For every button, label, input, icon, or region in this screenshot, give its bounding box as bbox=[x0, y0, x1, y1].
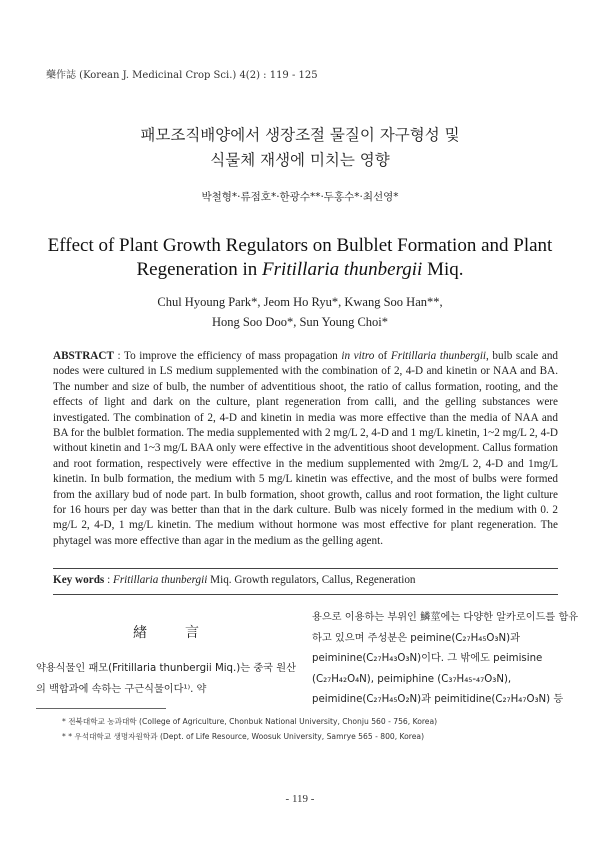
journal-header: 藥作誌 (Korean J. Medicinal Crop Sci.) 4(2) : 119 - 125 bbox=[46, 70, 318, 81]
keywords-label: Key words bbox=[53, 574, 105, 586]
korean-title-line-2: 식물체 재생에 미치는 영향 bbox=[210, 151, 390, 169]
abstract-italic-1: in vitro bbox=[341, 350, 375, 362]
abstract-label: ABSTRACT bbox=[53, 350, 114, 362]
english-title-line-1: Effect of Plant Growth Regulators on Bulblet Formation and Plant bbox=[47, 235, 553, 256]
english-title-species: Fritillaria thunbergii bbox=[262, 259, 423, 280]
abstract-text-3: , bulb scale and nodes were cultured in LS medium supplemented with the combination of 2, 4-D and kinetin or NAA and BA. The number and size of bulb, the number of adventitious shoot, the ratio of callus formation, rooting, and the effects of light and dark on the culture, plant regeneration from calli, and the gelling substances were investigated. The combination of 2, 4-D and kinetin in media was more effective than the media of NAA and BA for the bulblet formation. The media supplemented with 2 mg/L 2, 4-D and 1 mg/L kinetin, 1~2 mg/L 2, 4-D without kinetin and 1~3 mg/L BAA only were effective in the adventitious shoot development. Callus formation and root formation, respectively were effective in the medium supplemented with 2mg/L 2, 4-D and 1mg/L kinetin. In bulb formation, the medium with 5 mg/L kinetin was effective, and the most of bulbs were formed from the axillary bud of node part. In bulb formation, shoot growth, callus and root formation, the light culture for 16 hours per day was better than that in the dark culture. Bulb was nicely formed in the medium with 0. 2 mg/L 2, 4-D, 1 mg/L kinetin. The medium without hormone was most effective for plant regeneration. The phytagel was more effective than agar in the medium as the gelling agent. bbox=[53, 350, 559, 547]
korean-title-line-1: 패모조직배양에서 생장조절 물질이 자구형성 및 bbox=[140, 126, 460, 144]
page-number: - 119 - bbox=[285, 793, 315, 805]
section-heading-introduction: 緖言 bbox=[133, 625, 237, 641]
abstract bbox=[53, 349, 558, 549]
footnote-1: * 전북대학교 농과대학 (College of Agriculture, Chonbuk National University, Chonju 560 - 756, Korea) bbox=[62, 717, 438, 726]
body-right-column: 용으로 이용하는 부위인 鱗莖에는 다양한 알카로이드를 함유하고 있으며 주성분은 peimine(C₂₇H₄₅O₃N)과 peiminine(C₂₇H₄₃O₃N)이다. 그 밖에도 peimisine (C₂₇H₄₂O₄N), peimiphine (C₃₇H₄₅-₄₇O₃N), peimidine(C₂₇H₄₅O₂N)과 peimitidine(C₂₇H₄₇O₃N) 등 bbox=[312, 612, 579, 705]
english-title-line-2 bbox=[0, 258, 600, 282]
abstract-text-1: : To improve the efficiency of mass propagation bbox=[113, 350, 342, 362]
footnote-2: * * 우석대학교 생명자원학과 (Dept. of Life Resource, Woosuk University, Samrye 565 - 800, Korea) bbox=[62, 732, 425, 741]
keywords-separator: : bbox=[104, 574, 113, 586]
keywords-rest: Miq. Growth regulators, Callus, Regeneration bbox=[207, 574, 416, 586]
abstract-italic-2: Fritillaria thunbergii bbox=[390, 350, 487, 362]
korean-authors: 박철형*·류점호*·한광수**·두홍수*·최선영* bbox=[201, 191, 399, 203]
keywords-bottom-rule bbox=[53, 594, 558, 595]
keywords-top-rule bbox=[53, 568, 558, 569]
english-authors-line-2: Hong Soo Doo*, Sun Young Choi* bbox=[211, 315, 389, 329]
body-left-column: 약용식물인 패모(Fritillaria thunbergii Miq.)는 중국 원산의 백합과에 속하는 구근식물이다¹⁾. 약 bbox=[36, 663, 296, 695]
english-authors-line-1: Chul Hyoung Park*, Jeom Ho Ryu*, Kwang Soo Han**, bbox=[157, 295, 443, 309]
keywords-species: Fritillaria thunbergii bbox=[112, 574, 208, 586]
english-title-suffix: Miq. bbox=[422, 259, 464, 280]
keywords bbox=[53, 574, 563, 586]
abstract-text-2: of bbox=[374, 350, 391, 362]
english-title-prefix: Regeneration in bbox=[136, 259, 263, 280]
footnote-rule bbox=[36, 708, 166, 709]
